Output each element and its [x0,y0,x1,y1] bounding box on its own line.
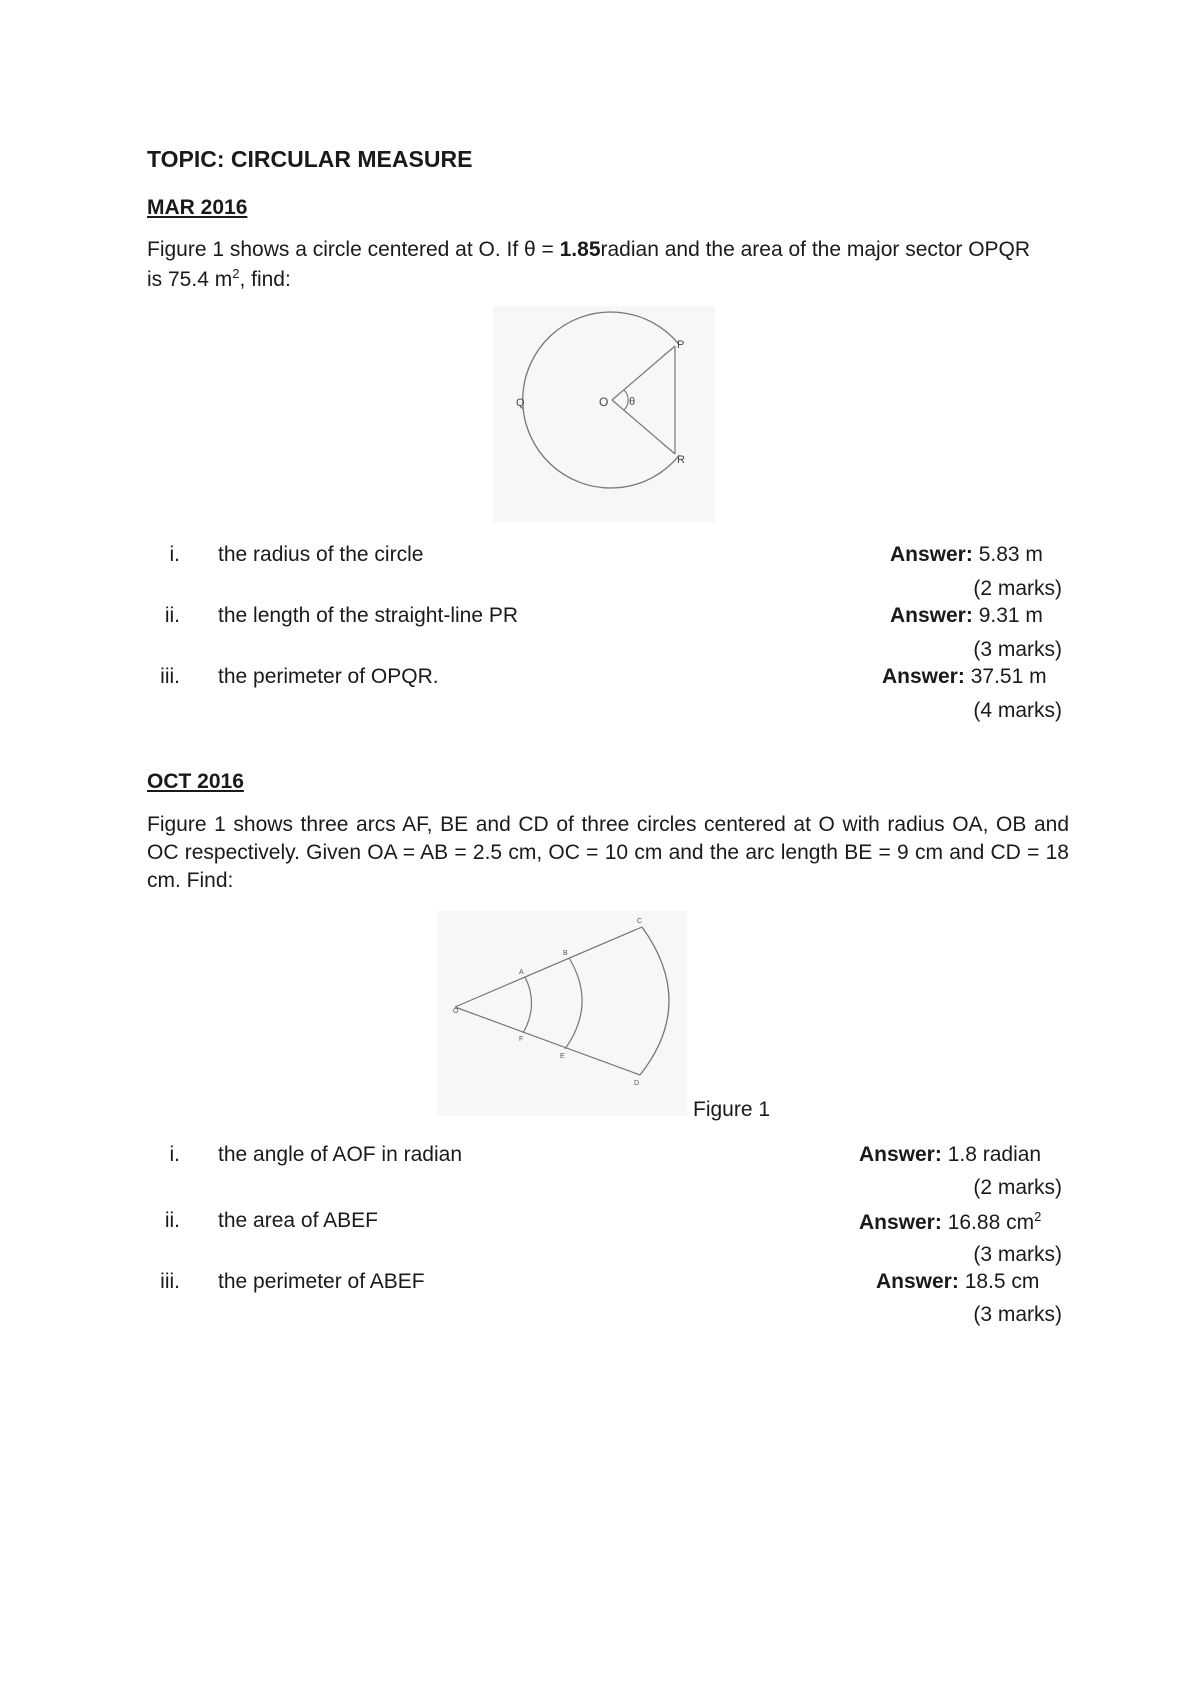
label-p: P [677,339,685,351]
section-heading-oct-2016: OCT 2016 [147,770,244,793]
section2-intro: Figure 1 shows three arcs AF, BE and CD of three circles centered at O with radius OA, OB and OC respectively. Given OA = AB = 2.5 cm, OC = 10 cm and the arc length BE = 9 cm and CD = 18 cm. Find: [147,813,1069,892]
answer-value: 37.51 m [970,665,1047,688]
answer [859,1209,1041,1235]
answer-label: Answer: [882,665,965,688]
label-c: C [637,918,643,925]
marks: (3 marks) [973,1303,1062,1326]
label-o: O [599,395,609,409]
label-a: A [519,969,524,976]
label-o: O [453,1008,459,1015]
superscript: 2 [1034,1209,1042,1224]
marks: (4 marks) [973,699,1062,722]
answer [890,543,1043,567]
question-text: the area of ABEF [218,1209,378,1232]
three-arcs-figure [437,911,687,1116]
answer-label: Answer: [890,604,973,627]
theta-value: 1.85 [559,238,601,261]
marks: (3 marks) [973,638,1062,661]
intro-text: is 75.4 m [147,268,233,291]
figure-background [437,911,687,1116]
answer-value: 1.8 radian [947,1143,1042,1166]
question-text: the perimeter of OPQR. [218,665,439,688]
superscript: 2 [232,266,240,281]
question-text: the length of the straight-line PR [218,604,519,627]
answer-value: 5.83 m [978,543,1043,566]
answer-label: Answer: [890,543,973,566]
theta-symbol: θ = [524,238,560,261]
label-d: D [634,1080,640,1087]
label-f: F [519,1036,524,1043]
question-number: iii. [160,665,180,688]
answer [876,1270,1039,1294]
marks: (2 marks) [973,1176,1062,1199]
section1-intro-line2 [147,266,291,292]
question-number: iii. [160,1270,180,1293]
answer-value: 18.5 cm [964,1270,1040,1293]
question-text: the perimeter of ABEF [218,1270,425,1293]
question-number: i. [169,543,180,566]
question-number: ii. [164,604,180,627]
answer [859,1143,1041,1167]
label-e: E [560,1053,565,1060]
marks: (3 marks) [973,1243,1062,1266]
section1-intro-line1 [147,238,1030,262]
intro-text-continued: radian and the area of the major sector OPQR [600,238,1031,261]
marks: (2 marks) [973,577,1062,600]
answer [882,665,1047,689]
label-b: B [563,950,568,957]
question-text: the angle of AOF in radian [218,1143,462,1166]
question-number: i. [169,1143,180,1166]
question-number: ii. [164,1209,180,1232]
section-heading-mar-2016: MAR 2016 [147,196,248,219]
figure-caption: Figure 1 [693,1098,771,1121]
label-r: R [677,454,685,466]
label-theta: θ [629,396,636,408]
page-title: TOPIC: CIRCULAR MEASURE [147,146,473,172]
answer-value: 9.31 m [978,604,1043,627]
intro-text-continued: , find: [239,268,291,291]
label-q: Q [516,397,525,409]
answer-value: 16.88 cm [947,1211,1035,1234]
circle-sector-figure [493,306,715,522]
intro-text: Figure 1 shows a circle centered at O. If [147,238,524,261]
answer-label: Answer: [859,1211,942,1234]
answer [890,604,1043,628]
answer-label: Answer: [859,1143,942,1166]
answer-label: Answer: [876,1270,959,1293]
question-text: the radius of the circle [218,543,424,566]
